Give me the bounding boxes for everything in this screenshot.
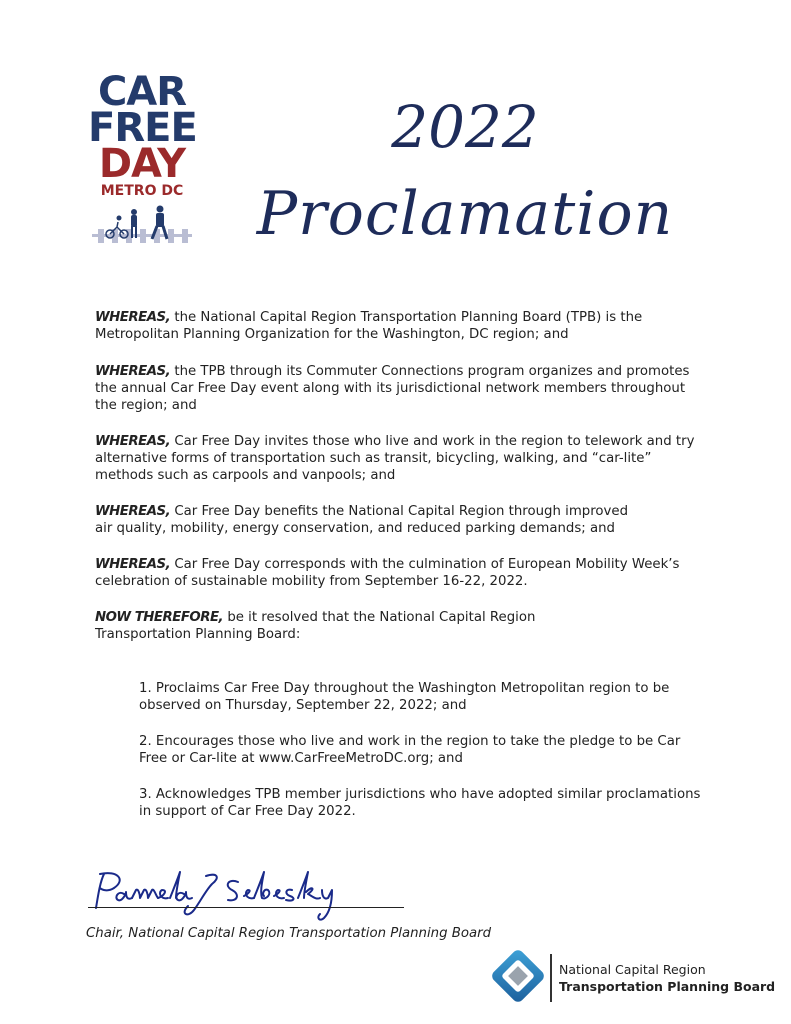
paragraph-text: the TPB through its Commuter Connections program organizes and promotes the annual Car Free Day event along with its jurisdictional network members throughout the region; and <box>95 364 690 413</box>
whereas-paragraph-3 <box>95 433 705 484</box>
paragraph-lead: WHEREAS, <box>95 364 171 379</box>
whereas-paragraph-1 <box>95 309 705 343</box>
resolution-item-1: 1. Proclaims Car Free Day throughout the Washington Metropolitan region to be observed on Thursday, September 22, 2022; and <box>139 681 670 713</box>
whereas-paragraph-5 <box>95 556 705 590</box>
tpb-logo <box>486 948 776 1008</box>
signature-caption: Chair, National Capital Region Transportation Planning Board <box>86 926 492 941</box>
paragraph-lead: WHEREAS, <box>95 557 171 572</box>
pedestrians-cyclist-icon <box>88 204 196 244</box>
whereas-paragraph-4 <box>95 503 640 537</box>
title-year: 2022 <box>391 93 539 161</box>
paragraph-text: Car Free Day benefits the National Capital Region through improved air quality, mobility, energy conservation, and reduced parking demands; and <box>95 504 629 536</box>
paragraph-text: Car Free Day corresponds with the culmination of European Mobility Week’s celebration of sustainable mobility from September 16-22, 2022. <box>95 557 680 589</box>
logo-line-car: CAR <box>97 69 187 115</box>
resolution-item-3: 3. Acknowledges TPB member jurisdictions who have adopted similar proclamations in support of Car Free Day 2022. <box>139 787 701 819</box>
tpb-name-line-1: National Capital Region <box>559 962 706 977</box>
whereas-paragraph-2 <box>95 363 705 414</box>
logo-line-metro-dc: METRO DC <box>100 183 184 199</box>
tpb-emblem-icon <box>486 948 546 1008</box>
handwritten-signature <box>88 868 348 924</box>
paragraph-text: be it resolved that the National Capital Region Transportation Planning Board: <box>95 610 536 642</box>
resolution-item-2: 2. Encourages those who live and work in the region to take the pledge to be Car Free or Car-lite at www.CarFreeMetroDC.org; and <box>139 734 681 766</box>
paragraph-text: the National Capital Region Transportation Planning Board (TPB) is the Metropolitan Planning Organization for the Washington, DC region; and <box>95 310 643 342</box>
car-free-day-logo <box>88 69 197 244</box>
paragraph-lead: WHEREAS, <box>95 310 171 325</box>
logo-line-free: FREE <box>88 105 197 151</box>
title-proclamation: Proclamation <box>256 179 674 249</box>
tpb-name-line-2: Transportation Planning Board <box>559 979 776 994</box>
paragraph-lead: NOW THEREFORE, <box>95 610 224 625</box>
logo-line-day: DAY <box>98 141 186 187</box>
paragraph-lead: WHEREAS, <box>95 504 171 519</box>
signature-line <box>88 907 404 908</box>
paragraph-lead: WHEREAS, <box>95 434 171 449</box>
now-therefore-paragraph <box>95 609 625 643</box>
paragraph-text: Car Free Day invites those who live and work in the region to telework and try alternative forms of transportation such as transit, bicycling, walking, and “car-lite” methods such as carpools and vanpools; and <box>95 434 695 483</box>
tpb-divider <box>550 954 552 1002</box>
